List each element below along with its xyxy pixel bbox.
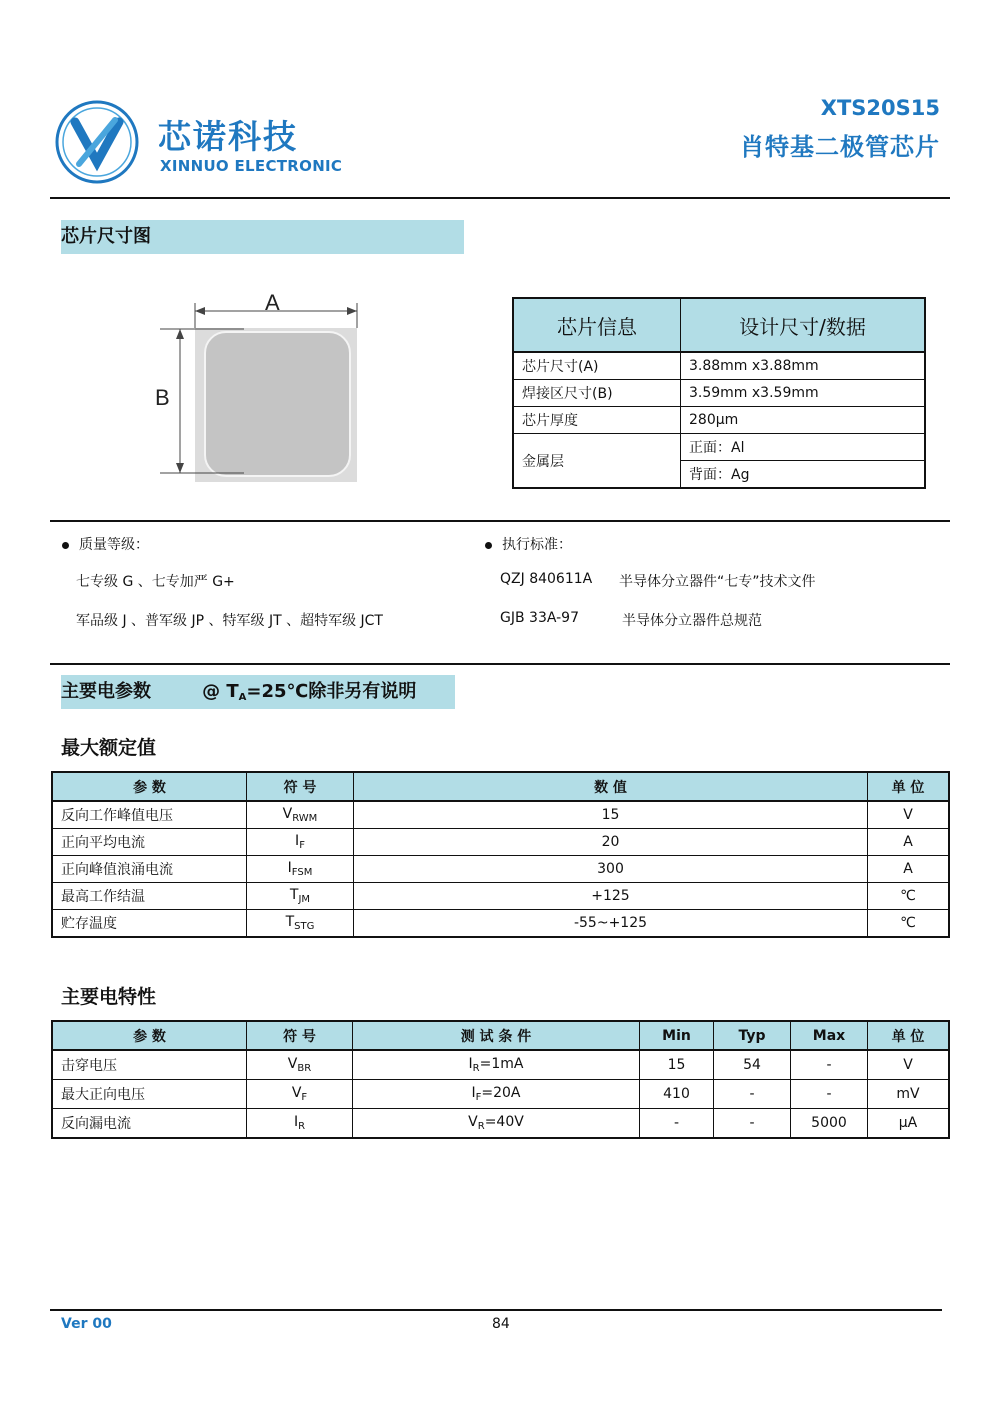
company-logo: [55, 100, 139, 184]
col-unit: 单 位: [868, 1021, 950, 1050]
param-unit: A: [868, 856, 950, 883]
table-row: [52, 1080, 949, 1109]
param-symbol: $T_{STG}$: [247, 910, 354, 938]
col-typ: Typ: [714, 1021, 791, 1050]
test-condition: $I_R=1mA$: [353, 1050, 640, 1080]
standard-desc: 半导体分立器件总规范: [622, 613, 762, 629]
param-name: 击穿电压: [52, 1050, 247, 1080]
footer-divider: [50, 1309, 942, 1311]
electrical-section-title: 主要电参数: [61, 681, 151, 702]
param-value: -55~+125: [354, 910, 868, 938]
value-min: -: [640, 1109, 714, 1139]
param-name: 正向平均电流: [52, 829, 247, 856]
table-row: [52, 883, 949, 910]
col-value: 数 值: [354, 772, 868, 801]
col-condition: 测 试 条 件: [353, 1021, 640, 1050]
chip-info-header: 芯片信息: [513, 298, 681, 352]
metal-back-value: 背面：Ag: [681, 461, 926, 489]
metal-front-value: 正面：Al: [681, 434, 926, 461]
header-divider: [50, 197, 950, 199]
value-typ: -: [714, 1080, 791, 1109]
param-unit: μA: [868, 1109, 950, 1139]
part-number: XTS20S15: [820, 96, 940, 120]
col-symbol: 符 号: [247, 1021, 353, 1050]
characteristics-table: [51, 1020, 950, 1139]
standard-desc: 半导体分立器件“七专”技术文件: [619, 574, 816, 590]
param-symbol: $I_F$: [247, 829, 354, 856]
col-max: Max: [791, 1021, 868, 1050]
param-symbol: $V_{RWM}$: [247, 801, 354, 829]
chip-info-label: 焊接区尺寸(B): [513, 380, 681, 407]
standards-heading: [485, 534, 572, 554]
param-unit: V: [868, 801, 950, 829]
param-name: 正向峰值浪涌电流: [52, 856, 247, 883]
param-name: 最大正向电压: [52, 1080, 247, 1109]
table-row: [52, 829, 949, 856]
param-symbol: $V_{BR}$: [247, 1050, 353, 1080]
param-value: 20: [354, 829, 868, 856]
param-name: 最高工作结温: [52, 883, 247, 910]
col-symbol: 符 号: [247, 772, 354, 801]
chip-info-value: 3.59mm x3.59mm: [681, 380, 926, 407]
chip-info-value: 280μm: [681, 407, 926, 434]
param-unit: mV: [868, 1080, 950, 1109]
param-symbol: $I_{FSM}$: [247, 856, 354, 883]
chip-info-label: 芯片尺寸(A): [513, 352, 681, 380]
chip-info-value: 3.88mm x3.88mm: [681, 352, 926, 380]
value-typ: 54: [714, 1050, 791, 1080]
table-row: [513, 380, 925, 407]
param-unit: A: [868, 829, 950, 856]
bullet-icon: [62, 542, 69, 549]
param-unit: ℃: [868, 883, 950, 910]
metal-layer-label: 金属层: [513, 434, 681, 489]
param-value: +125: [354, 883, 868, 910]
quality-heading: [62, 534, 149, 554]
value-max: 5000: [791, 1109, 868, 1139]
standard-code: GJB 33A-97: [500, 610, 579, 626]
page-number: 84: [492, 1316, 510, 1332]
quality-line-2: 军品级 J 、普军级 JP 、特军级 JT 、超特军级 JCT: [76, 613, 383, 629]
param-name: 贮存温度: [52, 910, 247, 938]
param-name: 反向漏电流: [52, 1109, 247, 1139]
param-unit: ℃: [868, 910, 950, 938]
section-divider: [50, 520, 950, 522]
col-min: Min: [640, 1021, 714, 1050]
section-divider: [50, 663, 950, 665]
value-min: 15: [640, 1050, 714, 1080]
dimension-label-b: B: [155, 385, 170, 410]
param-symbol: $T_{JM}$: [247, 883, 354, 910]
table-row: [52, 1050, 949, 1080]
chip-info-label: 芯片厚度: [513, 407, 681, 434]
col-param: 参 数: [52, 772, 247, 801]
electrical-condition: @ $T_A=25℃$除非另有说明: [202, 681, 417, 703]
version-label: Ver 00: [61, 1316, 112, 1332]
param-value: 15: [354, 801, 868, 829]
chip-info-table: [512, 297, 926, 489]
brand-name-cn: 芯诺科技: [158, 117, 298, 156]
table-row: [52, 910, 949, 938]
standards-title: 执行标准：: [502, 537, 572, 553]
col-unit: 单 位: [868, 772, 950, 801]
max-ratings-title: 最大额定值: [61, 737, 157, 759]
table-row: [52, 856, 949, 883]
param-name: 反向工作峰值电压: [52, 801, 247, 829]
part-description: 肖特基二极管芯片: [740, 133, 940, 161]
param-unit: V: [868, 1050, 950, 1080]
brand-name-en: XINNUO ELECTRONIC: [160, 157, 343, 175]
quality-line-1: 七专级 G 、七专加严 G+: [76, 574, 235, 590]
value-min: 410: [640, 1080, 714, 1109]
table-row: [513, 352, 925, 380]
param-symbol: $I_R$: [247, 1109, 353, 1139]
electrical-section-header: [61, 675, 455, 709]
table-row: [513, 407, 925, 434]
table-row: [52, 801, 949, 829]
test-condition: $I_F=20A$: [353, 1080, 640, 1109]
design-data-header: 设计尺寸/数据: [681, 298, 926, 352]
param-value: 300: [354, 856, 868, 883]
param-symbol: $V_F$: [247, 1080, 353, 1109]
characteristics-title: 主要电特性: [61, 986, 157, 1008]
chip-section-title: 芯片尺寸图: [61, 226, 151, 247]
value-typ: -: [714, 1109, 791, 1139]
table-row: [513, 434, 925, 461]
max-ratings-table: [51, 771, 950, 938]
test-condition: $V_R=40V$: [353, 1109, 640, 1139]
bullet-icon: [485, 542, 492, 549]
standard-code: QZJ 840611A: [500, 571, 593, 587]
value-max: -: [791, 1050, 868, 1080]
dimension-lines: [150, 285, 370, 485]
dimension-label-a: A: [265, 290, 280, 315]
chip-section-header: [61, 220, 464, 254]
table-row: [52, 1109, 949, 1139]
quality-title: 质量等级：: [79, 537, 149, 553]
value-max: -: [791, 1080, 868, 1109]
col-param: 参 数: [52, 1021, 247, 1050]
